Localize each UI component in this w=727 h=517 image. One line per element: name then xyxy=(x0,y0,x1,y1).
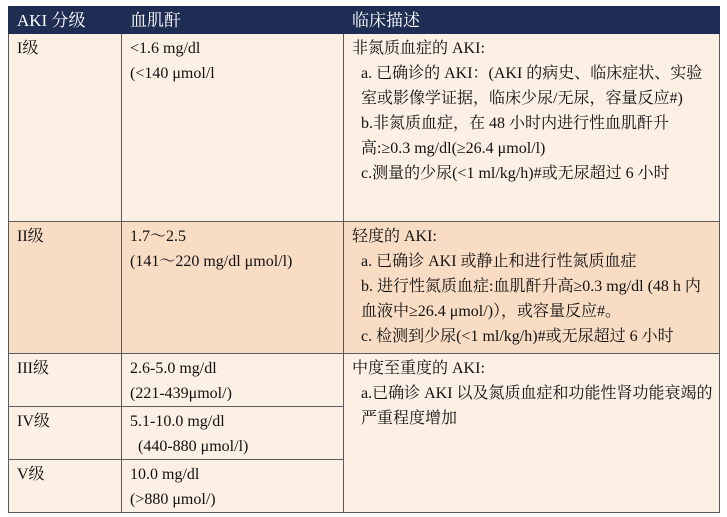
creatinine-value: 1.7～2.5 xyxy=(130,228,187,245)
grade-cell xyxy=(9,222,122,354)
table-header-row xyxy=(9,7,720,34)
description-item-a: a. 已确诊的 AKI：(AKI 的病史、临床症状、实验室或影像学证据，临床少尿/无尿，容量反应#) xyxy=(361,65,703,107)
description-item-a: a. 已确诊 AKI 或静止和进行性氮质血症 xyxy=(361,253,637,270)
creatinine-cell xyxy=(122,222,344,354)
grade-label: II级 xyxy=(17,228,44,245)
creatinine-value-umol: (>880 μmol/) xyxy=(130,491,216,508)
description-title: 轻度的 AKI: xyxy=(352,228,437,245)
creatinine-value-umol: (<140 μmol/l xyxy=(130,65,215,82)
grade-label: IV级 xyxy=(17,413,50,430)
creatinine-value: 2.6-5.0 mg/dl xyxy=(130,360,217,377)
grade-cell xyxy=(9,34,122,222)
description-item-c: c. 检测到少尿(<1 ml/kg/h)#或无尿超过 6 小时 xyxy=(361,328,674,345)
creatinine-value-umol: (141～220 mg/dl μmol/l) xyxy=(130,253,293,270)
table-row-grade-1 xyxy=(9,34,720,222)
table-row-grade-2 xyxy=(9,222,720,354)
grade-label: V级 xyxy=(17,466,45,483)
description-item-a: a.已确诊 AKI 以及氮质血症和功能性肾功能衰竭的严重程度增加 xyxy=(361,385,713,427)
grade-label: I级 xyxy=(17,40,39,57)
creatinine-cell xyxy=(122,407,344,460)
description-item-b: b.非氮质血症，在 48 小时内进行性血肌酐升高:≥0.3 mg/dl(≥26.4 μmol/l) xyxy=(361,115,670,157)
creatinine-cell xyxy=(122,354,344,407)
description-title: 中度至重度的 AKI: xyxy=(352,360,485,377)
header-aki-grade: AKI 分级 xyxy=(9,7,122,34)
creatinine-value: 5.1-10.0 mg/dl xyxy=(130,413,225,430)
description-title: 非氮质血症的 AKI: xyxy=(352,40,485,57)
description-cell xyxy=(344,34,720,222)
description-item-c: c.测量的少尿(<1 ml/kg/h)#或无尿超过 6 小时 xyxy=(361,165,670,182)
grade-label: III级 xyxy=(17,360,49,377)
creatinine-cell xyxy=(122,460,344,513)
description-item-b: b. 进行性氮质血症:血肌酐升高≥0.3 mg/dl (48 h 内血液中≥26.4 μmol/)），或容量反应#。 xyxy=(361,278,701,320)
creatinine-value-umol: (221-439μmol/) xyxy=(130,385,232,402)
grade-cell xyxy=(9,460,122,513)
creatinine-value-umol: (440-880 μmol/l) xyxy=(138,438,249,455)
description-cell xyxy=(344,222,720,354)
header-clinical-description: 临床描述 xyxy=(344,7,720,34)
header-creatinine: 血肌酐 xyxy=(122,7,344,34)
grade-cell xyxy=(9,354,122,407)
grade-cell xyxy=(9,407,122,460)
aki-grading-table xyxy=(8,6,720,513)
table-row-grade-3 xyxy=(9,354,720,407)
creatinine-value: 10.0 mg/dl xyxy=(130,466,200,483)
description-cell-merged xyxy=(344,354,720,513)
creatinine-value: <1.6 mg/dl xyxy=(130,40,201,57)
creatinine-cell xyxy=(122,34,344,222)
